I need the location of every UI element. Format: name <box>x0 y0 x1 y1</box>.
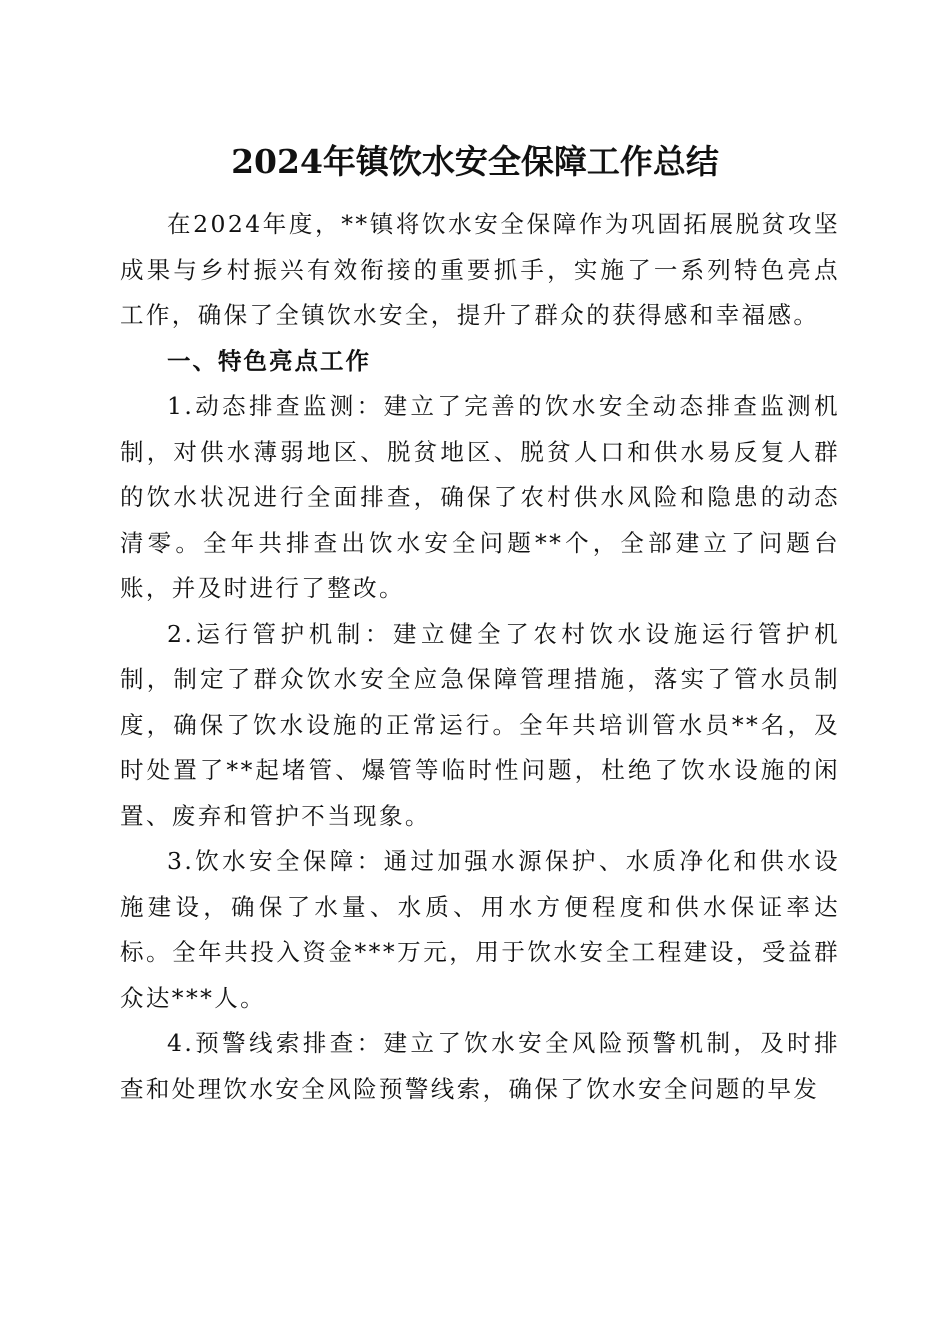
document-body <box>120 202 840 1112</box>
section-heading: 一、特色亮点工作 <box>167 346 371 375</box>
intro-paragraph: 在2024年度，**镇将饮水安全保障作为巩固拓展脱贫攻坚成果与乡村振兴有效衔接的重要抓手，实施了一系列特色亮点工作，确保了全镇饮水安全，提升了群众的获得感和幸福感。 <box>120 210 840 329</box>
item-paragraph-1: 1.动态排查监测：建立了完善的饮水安全动态排查监测机制，对供水薄弱地区、脱贫地区、脱贫人口和供水易反复人群的饮水状况进行全面排查，确保了农村供水风险和隐患的动态清零。全年共排查出饮水安全问题**个，全部建立了问题台账，并及时进行了整改。 <box>120 392 840 602</box>
item-paragraph-4: 4.预警线索排查：建立了饮水安全风险预警机制，及时排查和处理饮水安全风险预警线索，确保了饮水安全问题的早发 <box>120 1029 840 1103</box>
item-paragraph-3: 3.饮水安全保障：通过加强水源保护、水质净化和供水设施建设，确保了水量、水质、用水方便程度和供水保证率达标。全年共投入资金***万元，用于饮水安全工程建设，受益群众达***人。 <box>120 847 840 1012</box>
item-paragraph-2: 2.运行管护机制：建立健全了农村饮水设施运行管护机制，制定了群众饮水安全应急保障管理措施，落实了管水员制度，确保了饮水设施的正常运行。全年共培训管水员**名，及时处置了**起堵管、爆管等临时性问题，杜绝了饮水设施的闲置、废弃和管护不当现象。 <box>120 619 840 830</box>
document-title: 2024年镇饮水安全保障工作总结 <box>231 142 719 181</box>
